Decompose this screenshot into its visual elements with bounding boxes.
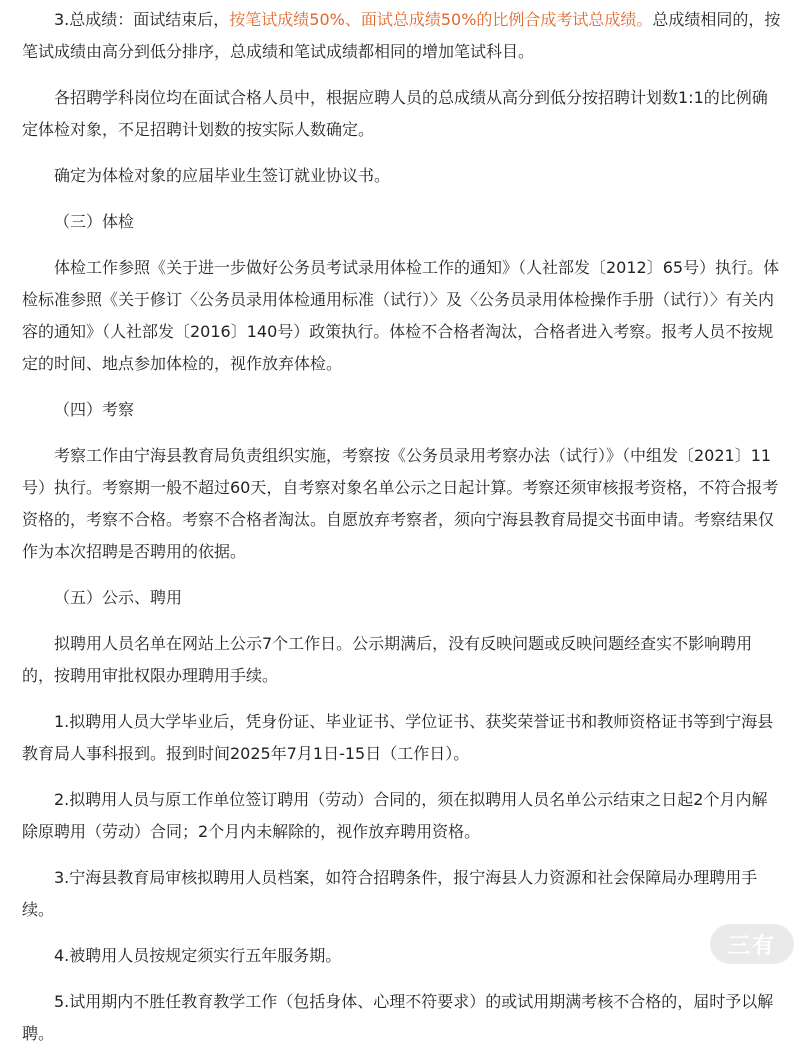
paragraph-hiring-item-2: 2.拟聘用人员与原工作单位签订聘用（劳动）合同的，须在拟聘用人员名单公示结束之日起2个月内解除原聘用（劳动）合同；2个月内未解除的，视作放弃聘用资格。 (22, 790, 768, 841)
paragraph-total-score (22, 4, 782, 68)
paragraph-physical-selection: 各招聘学科岗位均在面试合格人员中，根据应聘人员的总成绩从高分到低分按招聘计划数1:1的比例确定体检对象，不足招聘计划数的按实际人数确定。 (22, 88, 768, 139)
paragraph-physical-exam: 体检工作参照《关于进一步做好公务员考试录用体检工作的通知》（人社部发〔2012〕65号）执行。体检标准参照《关于修订〈公务员录用体检通用标准（试行）〉及〈公务员录用体检操作手册（试行）〉有关内容的通知》（人社部发〔2016〕140号）政策执行。体检不合格者淘汰，合格者进入考察。报考人员不按规定的时间、地点参加体检的，视作放弃体检。 (22, 258, 780, 373)
paragraph-hiring-item-4: 4.被聘用人员按规定须实行五年服务期。 (54, 946, 342, 965)
section-heading-publicity-hiring: （五）公示、聘用 (54, 588, 183, 607)
total-score-highlight: 按笔试成绩50%、面试总成绩50%的比例合成考试总成绩。 (229, 10, 653, 29)
total-score-prefix: 3.总成绩：面试结束后， (54, 10, 230, 29)
article-body (22, 0, 782, 1064)
paragraph-publicity: 拟聘用人员名单在网站上公示7个工作日。公示期满后，没有反映问题或反映问题经查实不影响聘用的，按聘用审批权限办理聘用手续。 (22, 634, 753, 685)
paragraph-hiring-item-5: 5.试用期内不胜任教育教学工作（包括身体、心理不符要求）的或试用期满考核不合格的，届时予以解聘。 (22, 992, 774, 1043)
paragraph-hiring-item-3: 3.宁海县教育局审核拟聘用人员档案，如符合招聘条件，报宁海县人力资源和社会保障局办理聘用手续。 (22, 868, 758, 919)
paragraph-employment-agreement: 确定为体检对象的应届毕业生签订就业协议书。 (54, 166, 391, 185)
watermark-text: 三有 (727, 933, 776, 959)
paragraph-hiring-item-1: 1.拟聘用人员大学毕业后，凭身份证、毕业证书、学位证书、获奖荣誉证书和教师资格证书等到宁海县教育局人事科报到。报到时间2025年7月1日-15日（工作日）。 (22, 712, 774, 763)
paragraph-inspection: 考察工作由宁海县教育局负责组织实施，考察按《公务员录用考察办法（试行）》（中组发〔2021〕11号）执行。考察期一般不超过60天，自考察对象名单公示之日起计算。考察还须审核报考资格，不符合报考资格的，考察不合格。考察不合格者淘汰。自愿放弃考察者，须向宁海县教育局提交书面申请。考察结果仅作为本次招聘是否聘用的依据。 (22, 446, 779, 561)
section-heading-inspection: （四）考察 (54, 400, 135, 419)
watermark-logo (710, 924, 794, 964)
total-score-suffix: 总成绩相同的，按笔试成绩由高分到低分排序，总成绩和笔试成绩都相同的增加笔试科目。 (22, 10, 781, 61)
section-heading-physical-exam: （三）体检 (54, 212, 135, 231)
